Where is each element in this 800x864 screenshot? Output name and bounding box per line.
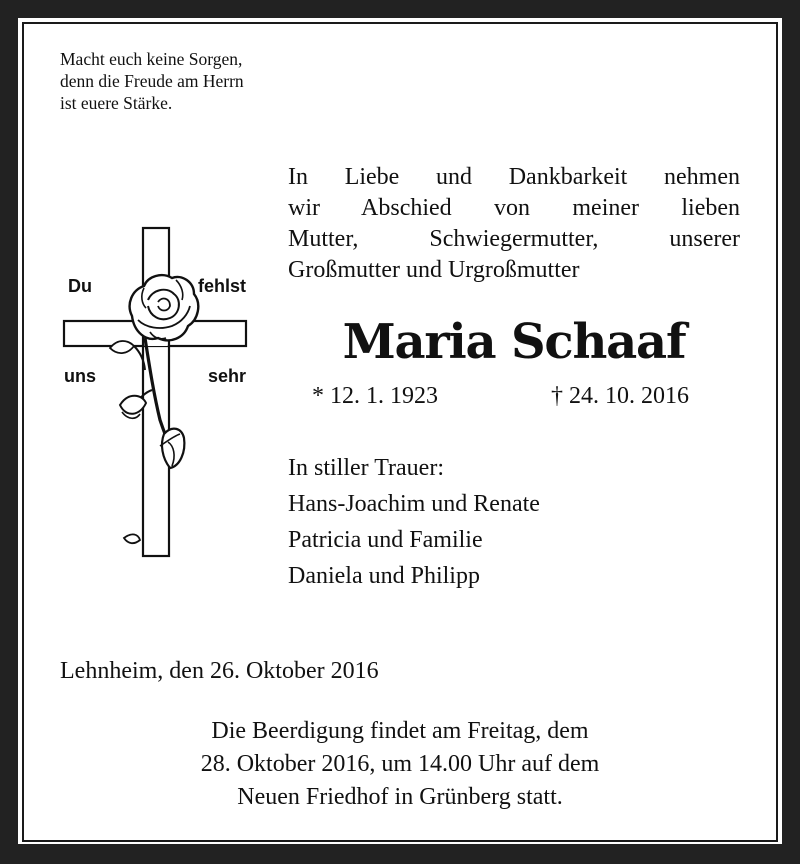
emblem-word: fehlst [198,276,247,296]
funeral-line: Neuen Friedhof in Grünberg statt. [237,784,563,810]
intro-text [288,162,740,286]
motto-line: denn die Freude am Herrn [60,71,244,91]
mourners-list [288,450,540,594]
cross-rose-drawing [50,220,280,565]
cross-with-rose-icon [50,220,280,565]
place-and-date: Lehnheim, den 26. Oktober 2016 [60,658,379,684]
deceased-name: Maria Schaaf [342,314,686,370]
intro-line: wir Abschied von meiner lieben [288,195,740,221]
birth-date: * 12. 1. 1923 [312,383,438,409]
mourner-name: Hans-Joachim und Renate [288,491,540,517]
mourner-name: Patricia und Familie [288,527,483,553]
emblem-word: sehr [208,366,247,386]
intro-line: In Liebe und Dankbarkeit nehmen [288,164,740,190]
funeral-line: 28. Oktober 2016, um 14.00 Uhr auf dem [200,751,600,777]
emblem-word: uns [64,366,97,386]
intro-line: Mutter, Schwiegermutter, unserer [288,226,740,252]
mourner-name: Daniela und Philipp [288,563,480,589]
motto-verse [60,48,244,114]
motto-line: ist euere Stärke. [60,93,173,113]
intro-line: Großmutter und Urgroßmutter [288,257,580,283]
emblem-word: Du [68,276,92,296]
death-date: † 24. 10. 2016 [551,383,689,409]
motto-line: Macht euch keine Sorgen, [60,49,243,69]
mourners-heading: In stiller Trauer: [288,455,444,481]
funeral-info [100,715,700,814]
funeral-line: Die Beerdigung findet am Freitag, dem [211,718,589,744]
